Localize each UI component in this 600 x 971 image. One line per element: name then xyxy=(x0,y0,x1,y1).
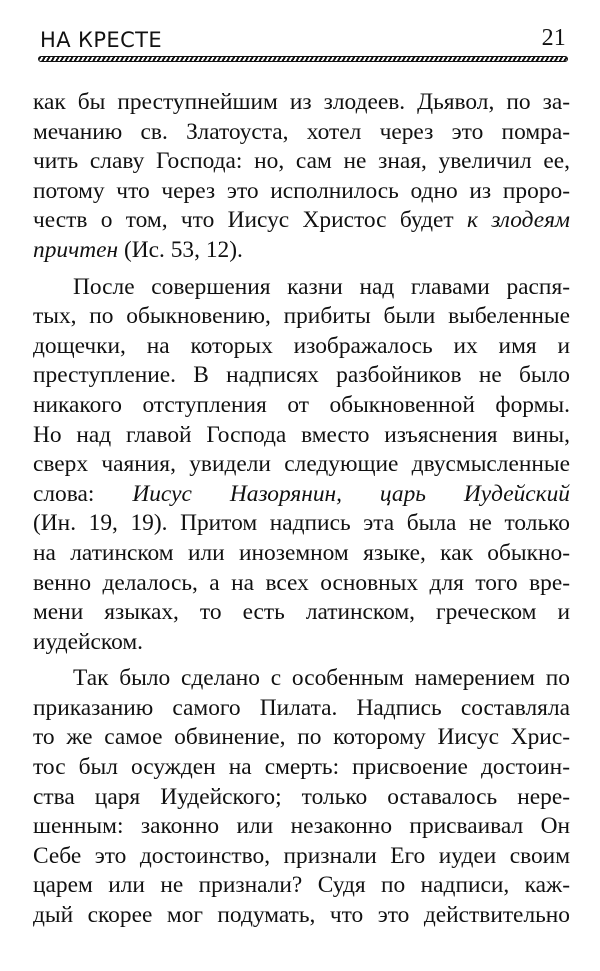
text-line xyxy=(33,236,570,266)
text-line: шенным: законно или незаконно присваивал Он xyxy=(33,813,570,840)
text-line: Но над главой Господа вместо изъяснения вины, xyxy=(33,421,570,448)
text-line: чить славу Господа: но, сам не зная, увеличил ее, xyxy=(33,148,570,175)
scripture-quote: к злодеям xyxy=(466,207,570,234)
paragraph-2 xyxy=(33,273,570,658)
running-header xyxy=(40,22,566,52)
text-line: преступление. В надписях разбойников не было xyxy=(33,362,570,389)
scripture-quote: причтен xyxy=(33,236,119,263)
text-line: то же самое обвинение, по которому Иисус Хрис- xyxy=(33,724,570,751)
text-line: тых, по обыкновению, прибиты были выбеленные xyxy=(33,303,570,330)
page-number: 21 xyxy=(541,25,566,51)
text-line: потому что через это исполнилось одно из проро- xyxy=(33,177,570,204)
text-line: дощечки, на которых изображалось их имя и xyxy=(33,332,570,359)
running-title: НА КРЕСТЕ xyxy=(40,28,163,52)
text-line: ства царя Иудейского; только оставалось нере- xyxy=(33,783,570,810)
text-line: Так было сделано с особенным намерением по xyxy=(73,665,570,692)
page-body xyxy=(33,88,570,938)
text-line: как бы преступнейшим из злодеев. Дьявол, по за- xyxy=(33,89,570,115)
paragraph-3 xyxy=(33,664,570,930)
text-line: на латинском или иноземном языке, как обыкно- xyxy=(33,539,570,566)
text-line: иудейском. xyxy=(33,628,143,655)
text-line: тос был осужден на смерть: присвоение достоин- xyxy=(33,754,570,781)
text-line: мечанию св. Златоуста, хотел через это помра- xyxy=(33,118,570,145)
rope-divider xyxy=(38,56,568,62)
text-line: венно делалось, а на всех основных для того вре- xyxy=(33,569,570,596)
text-line: никакого отступления от обыкновенной формы. xyxy=(33,391,570,418)
text-run: слова: xyxy=(33,480,133,507)
text-line: (Ин. 19, 19). Притом надпись эта была не только xyxy=(33,510,570,537)
text-line: царем или не признали? Судя по надписи, каж- xyxy=(33,872,570,899)
paragraph-1 xyxy=(33,88,570,266)
text-line: Себе это достоинство, признали Его иудеи своим xyxy=(33,842,570,869)
text-line xyxy=(33,206,570,236)
text-line: После совершения казни над главами распя- xyxy=(73,273,570,300)
text-line: дый скорее мог подумать, что это действительно xyxy=(33,902,570,929)
text-line xyxy=(33,480,570,510)
text-line: мени языках, то есть латинском, греческом и xyxy=(33,599,570,626)
text-line: приказанию самого Пилата. Надпись составляла xyxy=(33,694,570,721)
inscription-quote: Иисус Назорянин, царь Иудейский xyxy=(132,480,571,507)
text-line: сверх чаяния, увидели следующие двусмысленные xyxy=(33,451,570,478)
citation: (Ис. 53, 12). xyxy=(118,236,243,263)
text-run: честв о том, что Иисус Христос будет xyxy=(33,207,467,234)
